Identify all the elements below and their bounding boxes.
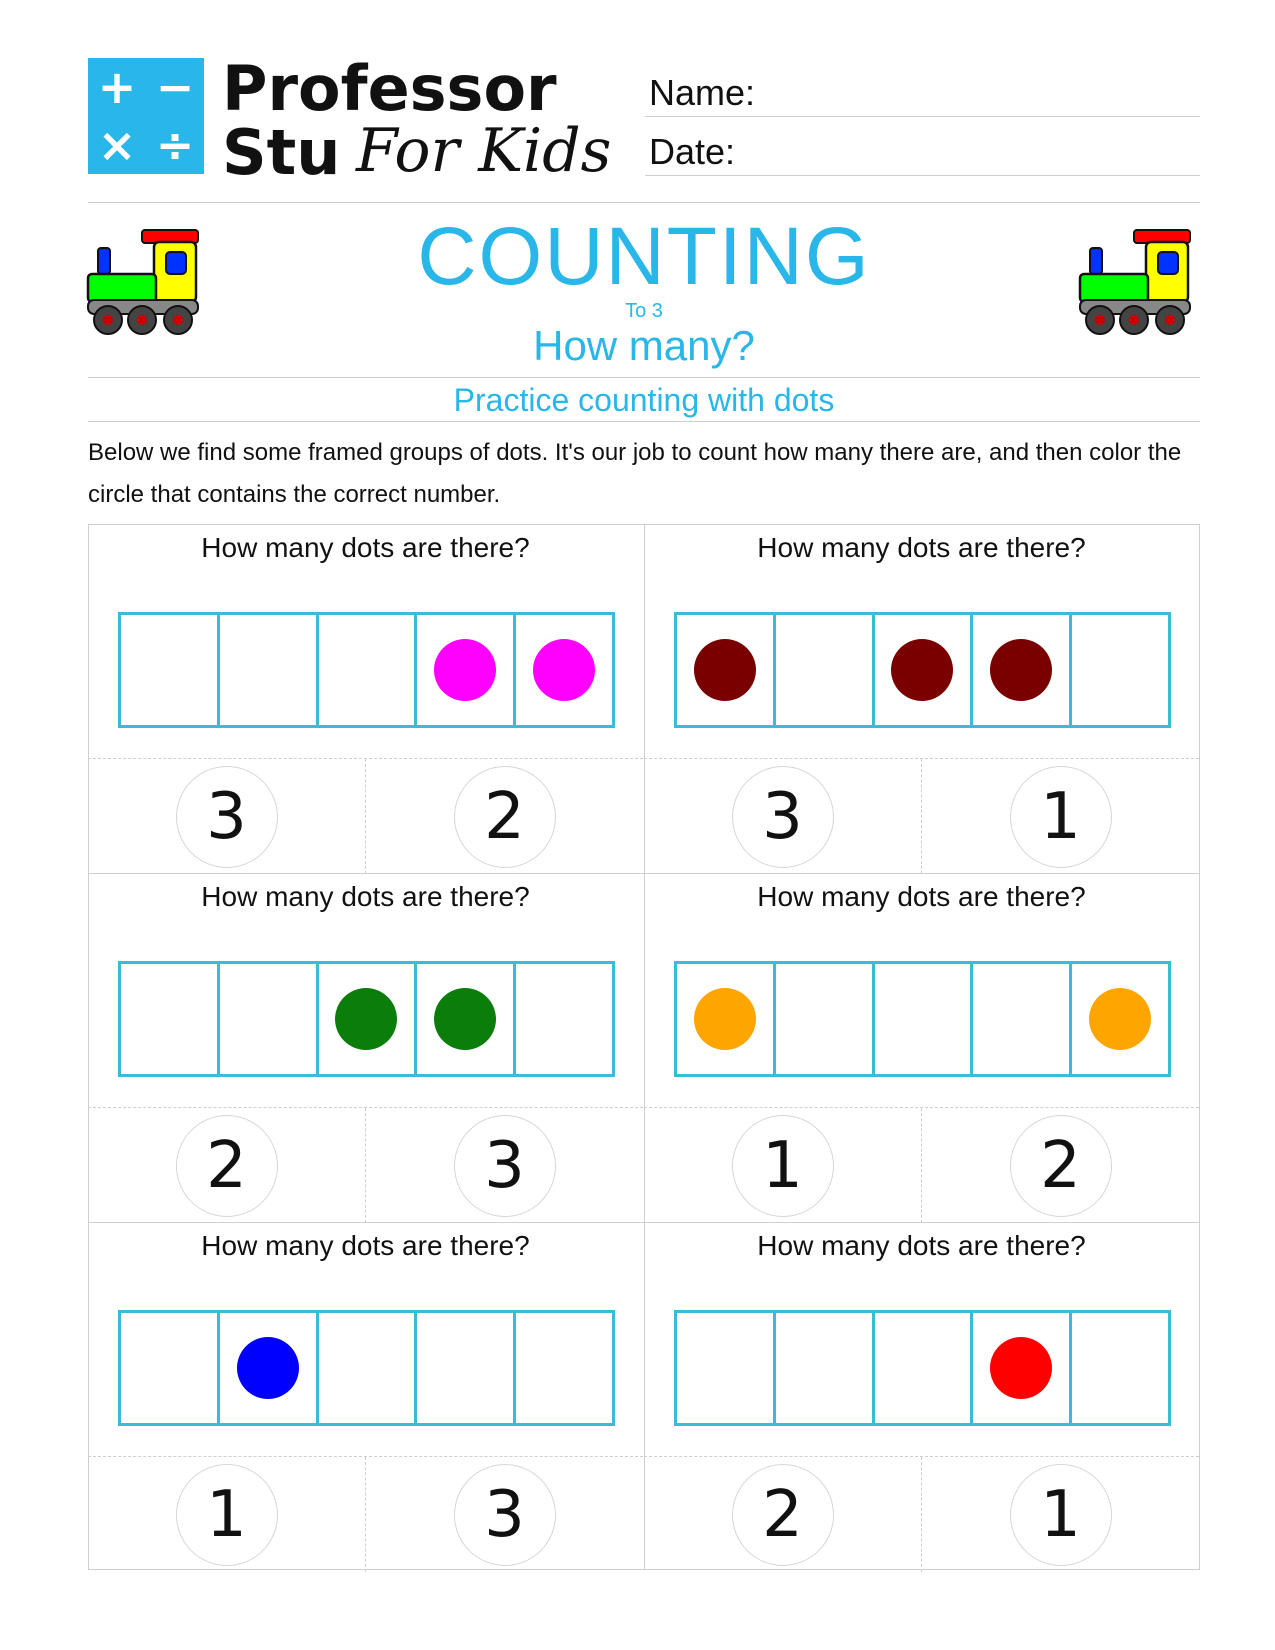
counting-dot — [990, 1337, 1052, 1399]
frame-box — [516, 964, 612, 1074]
worksheet-title: COUNTING — [417, 211, 871, 302]
answer-circle[interactable]: 3 — [454, 1115, 556, 1217]
exercise-question: How many dots are there? — [201, 881, 530, 912]
five-frame — [118, 612, 615, 728]
frame-box — [417, 964, 516, 1074]
exercise-question: How many dots are there? — [757, 532, 1086, 563]
exercise-card — [644, 524, 1199, 873]
answer-cell — [88, 1108, 366, 1223]
exercise-question: How many dots are there? — [757, 881, 1086, 912]
counting-dot — [990, 639, 1052, 701]
five-frame — [674, 961, 1171, 1077]
answer-cell — [88, 1457, 366, 1572]
counting-dot — [891, 639, 953, 701]
answer-cell — [922, 1457, 1199, 1572]
answer-circle[interactable]: 2 — [1010, 1115, 1112, 1217]
worksheet-subtitle: Practice counting with dots — [453, 382, 835, 418]
frame-box — [516, 615, 612, 725]
brand-name-line1: Professor — [222, 52, 557, 125]
frame-box — [220, 1313, 319, 1423]
worksheet-question: How many? — [533, 322, 755, 369]
frame-box — [220, 964, 319, 1074]
answer-circle[interactable]: 1 — [176, 1464, 278, 1566]
answer-cell — [644, 1457, 922, 1572]
frame-box — [776, 1313, 875, 1423]
frame-box — [319, 964, 418, 1074]
answer-cell — [366, 759, 643, 874]
worksheet-range: To 3 — [625, 300, 663, 322]
frame-box — [973, 1313, 1072, 1423]
answer-options — [644, 758, 1199, 874]
five-frame — [674, 612, 1171, 728]
minus-icon: − — [155, 60, 195, 114]
frame-box — [1072, 964, 1168, 1074]
frame-box — [973, 615, 1072, 725]
answer-options — [88, 758, 643, 874]
name-field[interactable] — [645, 66, 1200, 117]
divider — [88, 377, 1200, 378]
frame-box — [121, 615, 220, 725]
counting-dot — [533, 639, 595, 701]
answer-cell — [88, 759, 366, 874]
divider — [88, 202, 1200, 203]
frame-box — [1072, 615, 1168, 725]
exercise-card — [644, 1222, 1199, 1571]
answer-circle[interactable]: 1 — [1010, 766, 1112, 868]
exercise-question: How many dots are there? — [201, 1230, 530, 1261]
answer-options — [644, 1107, 1199, 1223]
five-frame — [674, 1310, 1171, 1426]
date-label: Date: — [649, 131, 736, 172]
brand-name-line2: Stu — [222, 116, 341, 189]
frame-box — [417, 1313, 516, 1423]
frame-box — [319, 615, 418, 725]
answer-options — [88, 1456, 643, 1572]
answer-circle[interactable]: 1 — [1010, 1464, 1112, 1566]
frame-box — [516, 1313, 612, 1423]
brand-script: For Kids — [356, 116, 612, 186]
answer-options — [644, 1456, 1199, 1572]
answer-cell — [644, 1108, 922, 1223]
counting-dot — [694, 988, 756, 1050]
answer-cell — [644, 759, 922, 874]
answer-circle[interactable]: 2 — [454, 766, 556, 868]
divider — [88, 421, 1200, 422]
frame-box — [973, 964, 1072, 1074]
frame-box — [776, 964, 875, 1074]
frame-box — [1072, 1313, 1168, 1423]
counting-dot — [694, 639, 756, 701]
answer-cell — [922, 759, 1199, 874]
answer-circle[interactable]: 1 — [732, 1115, 834, 1217]
answer-cell — [366, 1108, 643, 1223]
exercise-question: How many dots are there? — [201, 532, 530, 563]
header — [88, 52, 1200, 189]
instructions: Below we find some framed groups of dots. It's our job to count how many there are, and then color the circle that contains the correct number. — [88, 439, 1182, 508]
frame-box — [677, 1313, 776, 1423]
times-icon: × — [97, 118, 137, 172]
frame-box — [121, 964, 220, 1074]
frame-box — [220, 615, 319, 725]
frame-box — [776, 615, 875, 725]
exercise-card — [88, 524, 643, 873]
frame-box — [875, 615, 974, 725]
answer-circle[interactable]: 2 — [176, 1115, 278, 1217]
counting-dot — [434, 639, 496, 701]
exercise-card — [88, 873, 643, 1222]
counting-dot — [434, 988, 496, 1050]
exercise-card — [644, 873, 1199, 1222]
frame-box — [319, 1313, 418, 1423]
answer-circle[interactable]: 3 — [454, 1464, 556, 1566]
answer-circle[interactable]: 2 — [732, 1464, 834, 1566]
frame-box — [677, 615, 776, 725]
answer-circle[interactable]: 3 — [176, 766, 278, 868]
frame-box — [121, 1313, 220, 1423]
answer-cell — [366, 1457, 643, 1572]
five-frame — [118, 1310, 615, 1426]
date-field[interactable] — [645, 125, 1200, 176]
frame-box — [875, 964, 974, 1074]
counting-dot — [335, 988, 397, 1050]
math-symbols-logo — [88, 58, 204, 174]
five-frame — [118, 961, 615, 1077]
exercise-card — [88, 1222, 643, 1571]
answer-circle[interactable]: 3 — [732, 766, 834, 868]
exercise-question: How many dots are there? — [757, 1230, 1086, 1261]
answer-options — [88, 1107, 643, 1223]
name-label: Name: — [649, 72, 756, 113]
frame-box — [417, 615, 516, 725]
frame-box — [677, 964, 776, 1074]
counting-dot — [237, 1337, 299, 1399]
counting-dot — [1089, 988, 1151, 1050]
frame-box — [875, 1313, 974, 1423]
answer-cell — [922, 1108, 1199, 1223]
divide-icon: ÷ — [155, 118, 195, 172]
plus-icon: + — [97, 60, 137, 114]
